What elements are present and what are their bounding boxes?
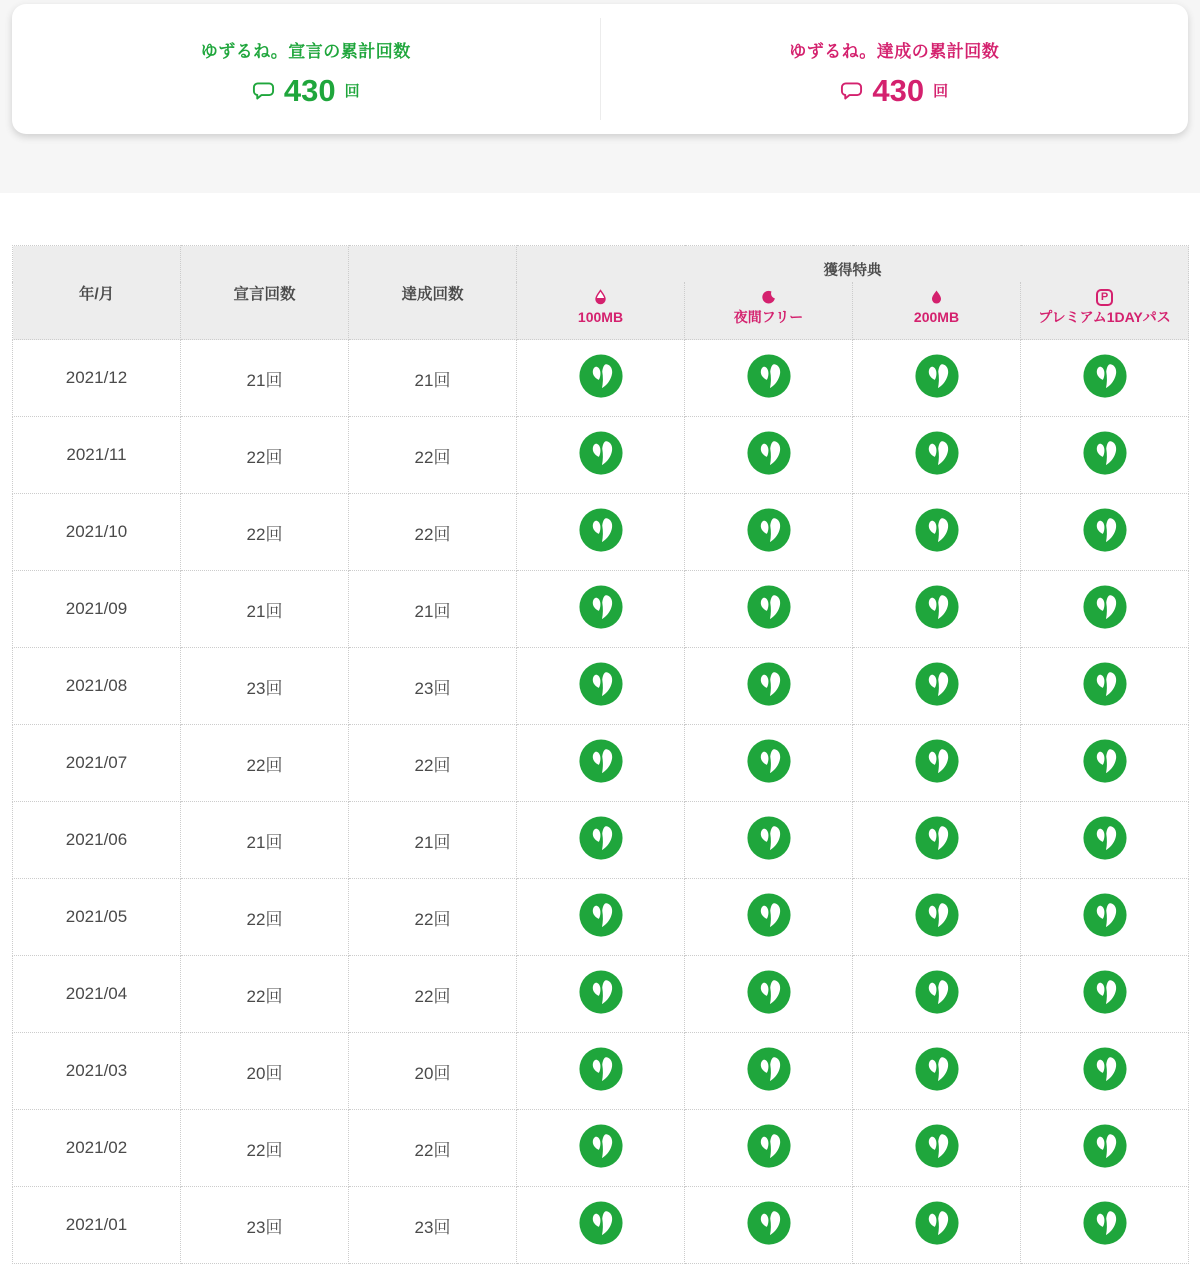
achieved-check-icon [1082, 969, 1128, 1015]
reward-200mb-cell [853, 648, 1021, 725]
moon-icon [761, 288, 777, 307]
achieve-total-count-row [840, 72, 949, 108]
achieved-check-icon [914, 584, 960, 630]
achieved-check-icon [914, 738, 960, 784]
declare-total-count-row [252, 72, 360, 108]
achieved-check-icon [1082, 1046, 1128, 1092]
achieved-check-icon [746, 969, 792, 1015]
reward-100mb-cell [517, 648, 685, 725]
month-cell: 2021/12 [13, 340, 181, 417]
declared-count-cell: 22回 [181, 725, 349, 802]
reward-night-free-cell [685, 725, 853, 802]
achieved-count-cell: 22回 [349, 1110, 517, 1187]
achieved-check-icon [746, 892, 792, 938]
declare-total-panel [12, 4, 600, 134]
reward-100mb-cell [517, 417, 685, 494]
achieved-check-icon [578, 1046, 624, 1092]
reward-night-free-cell [685, 648, 853, 725]
reward-premium-pass-cell [1021, 1110, 1189, 1187]
achieve-total-count: 430 [872, 72, 925, 108]
droplet-half-icon [592, 288, 609, 307]
declared-count-cell: 21回 [181, 571, 349, 648]
declared-count-cell: 22回 [181, 879, 349, 956]
reward-100mb-cell [517, 1187, 685, 1264]
achieved-check-icon [578, 1123, 624, 1169]
achieved-check-icon [578, 430, 624, 476]
reward-100mb-cell [517, 571, 685, 648]
achieved-check-icon [746, 430, 792, 476]
reward-200mb-cell [853, 725, 1021, 802]
achieved-count-cell: 22回 [349, 956, 517, 1033]
history-table-section [12, 245, 1188, 1264]
reward-night-free-cell [685, 340, 853, 417]
achieved-count-cell: 22回 [349, 725, 517, 802]
summary-section [0, 0, 1200, 193]
reward-night-free-cell [685, 571, 853, 648]
reward-200mb-cell [853, 494, 1021, 571]
reward-200mb-cell [853, 956, 1021, 1033]
achieved-check-icon [914, 1123, 960, 1169]
reward-label-premium-pass: プレミアム1DAYパス [1038, 308, 1171, 325]
reward-100mb-cell [517, 879, 685, 956]
achieved-check-icon [1082, 738, 1128, 784]
droplet-filled-icon [928, 288, 945, 307]
reward-night-free-cell [685, 956, 853, 1033]
achieved-check-icon [914, 661, 960, 707]
table-row [13, 340, 1189, 417]
achieved-check-icon [746, 584, 792, 630]
achieved-check-icon [578, 507, 624, 553]
column-header-100mb [517, 282, 685, 340]
reward-premium-pass-cell [1021, 879, 1189, 956]
achieved-check-icon [914, 892, 960, 938]
table-row [13, 879, 1189, 956]
achieved-count-cell: 20回 [349, 1033, 517, 1110]
reward-200mb-cell [853, 879, 1021, 956]
column-header-achieved: 達成回数 [349, 246, 517, 340]
month-cell: 2021/11 [13, 417, 181, 494]
reward-100mb-cell [517, 340, 685, 417]
achieved-count-cell: 22回 [349, 417, 517, 494]
achieved-check-icon [746, 353, 792, 399]
table-row [13, 494, 1189, 571]
achieved-count-cell: 21回 [349, 340, 517, 417]
reward-premium-pass-cell [1021, 648, 1189, 725]
achieved-check-icon [914, 815, 960, 861]
reward-premium-pass-cell [1021, 417, 1189, 494]
reward-night-free-cell [685, 1187, 853, 1264]
achieved-check-icon [746, 1123, 792, 1169]
achieved-check-icon [1082, 661, 1128, 707]
reward-label-100mb: 100MB [577, 308, 624, 325]
reward-premium-pass-cell [1021, 725, 1189, 802]
reward-200mb-cell [853, 1187, 1021, 1264]
achieved-check-icon [578, 1200, 624, 1246]
achieved-check-icon [1082, 507, 1128, 553]
table-row [13, 648, 1189, 725]
achieved-check-icon [914, 1046, 960, 1092]
reward-label-night-free: 夜間フリー [733, 308, 804, 325]
achieved-check-icon [578, 815, 624, 861]
premium-pass-icon: P [1096, 288, 1113, 307]
reward-100mb-cell [517, 956, 685, 1033]
month-cell: 2021/09 [13, 571, 181, 648]
table-row [13, 1110, 1189, 1187]
reward-200mb-cell [853, 802, 1021, 879]
month-cell: 2021/06 [13, 802, 181, 879]
achieved-check-icon [1082, 1123, 1128, 1169]
achieved-check-icon [578, 738, 624, 784]
speech-bubble-icon [252, 79, 275, 102]
reward-premium-pass-cell [1021, 802, 1189, 879]
reward-200mb-cell [853, 340, 1021, 417]
month-cell: 2021/07 [13, 725, 181, 802]
declared-count-cell: 21回 [181, 802, 349, 879]
declared-count-cell: 21回 [181, 340, 349, 417]
reward-label-200mb: 200MB [913, 308, 960, 325]
reward-100mb-cell [517, 802, 685, 879]
table-row [13, 417, 1189, 494]
achieved-count-cell: 21回 [349, 802, 517, 879]
achieved-count-cell: 22回 [349, 494, 517, 571]
reward-200mb-cell [853, 571, 1021, 648]
reward-night-free-cell [685, 879, 853, 956]
month-cell: 2021/05 [13, 879, 181, 956]
reward-night-free-cell [685, 1033, 853, 1110]
table-row [13, 1187, 1189, 1264]
reward-premium-pass-cell [1021, 571, 1189, 648]
month-cell: 2021/02 [13, 1110, 181, 1187]
column-group-rewards: 獲得特典 [517, 246, 1189, 282]
achieved-check-icon [746, 661, 792, 707]
column-header-night-free [685, 282, 853, 340]
declared-count-cell: 22回 [181, 1110, 349, 1187]
achieved-check-icon [914, 969, 960, 1015]
achieved-count-cell: 23回 [349, 648, 517, 725]
reward-100mb-cell [517, 494, 685, 571]
reward-200mb-cell [853, 1110, 1021, 1187]
summary-card [12, 4, 1188, 134]
achieved-check-icon [914, 1200, 960, 1246]
declared-count-cell: 22回 [181, 494, 349, 571]
reward-premium-pass-cell [1021, 340, 1189, 417]
column-header-month: 年/月 [13, 246, 181, 340]
declared-count-cell: 23回 [181, 1187, 349, 1264]
table-row [13, 725, 1189, 802]
month-cell: 2021/10 [13, 494, 181, 571]
achieved-check-icon [1082, 892, 1128, 938]
achieved-check-icon [1082, 1200, 1128, 1246]
yuzurune-history-table [12, 245, 1189, 1264]
achieved-check-icon [746, 738, 792, 784]
reward-night-free-cell [685, 1110, 853, 1187]
month-cell: 2021/01 [13, 1187, 181, 1264]
achieved-check-icon [914, 430, 960, 476]
achieved-check-icon [746, 1046, 792, 1092]
achieved-check-icon [578, 661, 624, 707]
reward-100mb-cell [517, 1033, 685, 1110]
achieved-check-icon [1082, 353, 1128, 399]
reward-night-free-cell [685, 417, 853, 494]
declare-total-unit: 回 [344, 82, 360, 100]
declare-total-count: 430 [283, 72, 336, 108]
achieve-total-panel [601, 4, 1189, 134]
reward-premium-pass-cell [1021, 1187, 1189, 1264]
achieved-check-icon [746, 507, 792, 553]
achieved-count-cell: 21回 [349, 571, 517, 648]
achieved-check-icon [1082, 815, 1128, 861]
achieved-check-icon [1082, 584, 1128, 630]
achieved-check-icon [578, 892, 624, 938]
declared-count-cell: 23回 [181, 648, 349, 725]
month-cell: 2021/03 [13, 1033, 181, 1110]
reward-night-free-cell [685, 802, 853, 879]
achieved-check-icon [914, 353, 960, 399]
achieve-total-title: ゆずるね。達成の累計回数 [789, 41, 1000, 61]
table-row [13, 802, 1189, 879]
declared-count-cell: 22回 [181, 956, 349, 1033]
reward-premium-pass-cell [1021, 1033, 1189, 1110]
achieved-check-icon [746, 1200, 792, 1246]
achieved-check-icon [578, 969, 624, 1015]
reward-100mb-cell [517, 725, 685, 802]
reward-100mb-cell [517, 1110, 685, 1187]
achieved-check-icon [578, 353, 624, 399]
reward-premium-pass-cell [1021, 494, 1189, 571]
table-row [13, 571, 1189, 648]
reward-premium-pass-cell [1021, 956, 1189, 1033]
month-cell: 2021/04 [13, 956, 181, 1033]
declare-total-title: ゆずるね。宣言の累計回数 [200, 41, 411, 61]
table-row [13, 1033, 1189, 1110]
reward-200mb-cell [853, 417, 1021, 494]
declared-count-cell: 22回 [181, 417, 349, 494]
table-row [13, 956, 1189, 1033]
column-header-premium-pass [1021, 282, 1189, 340]
column-header-200mb [853, 282, 1021, 340]
reward-200mb-cell [853, 1033, 1021, 1110]
reward-night-free-cell [685, 494, 853, 571]
declared-count-cell: 20回 [181, 1033, 349, 1110]
month-cell: 2021/08 [13, 648, 181, 725]
achieved-count-cell: 23回 [349, 1187, 517, 1264]
achieved-check-icon [578, 584, 624, 630]
achieved-check-icon [1082, 430, 1128, 476]
achieve-total-unit: 回 [933, 82, 949, 100]
column-header-declared: 宣言回数 [181, 246, 349, 340]
speech-bubble-icon [840, 79, 863, 102]
achieved-check-icon [914, 507, 960, 553]
achieved-check-icon [746, 815, 792, 861]
achieved-count-cell: 22回 [349, 879, 517, 956]
